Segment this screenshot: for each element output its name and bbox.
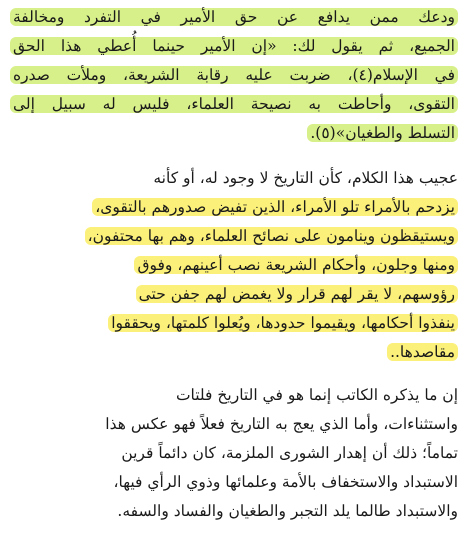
paragraph-1-line-1: ودعك ممن يدافع عن حق الأمير في التفرد ومخالفة [10,4,458,30]
paragraph-2-line-4: ومنها وجلون، وأحكام الشريعة نصب أعينهم، وفوق [134,252,458,278]
paragraph-2-line-3: ويستيقظون وينامون على نصائح العلماء، وهم بها محتفون، [85,223,458,249]
paragraph-2-line-1: عجيب هذا الكلام، كأن التاريخ لا وجود له، أو كأنه [153,169,458,187]
paragraph-3-line-3: تماماً؛ ذلك أن إهدار الشورى الملزمة، كان دائماً قرين [121,444,458,462]
paragraph-3-line-4: الاستبداد والاستخفاف بالأمة وعلمائها وذوي الرأي فيها، [113,473,458,491]
paragraph-3-line-1: إن ما يذكره الكاتب إنما هو في التاريخ فلتات [175,386,458,404]
paragraph-2-line-7: مقاصدها.. [387,339,458,365]
paragraph-3-line-5: والاستبداد طالما يلد التجبر والطغيان والفساد والسفه. [117,502,458,520]
paragraph-1-line-5: التسلط والطغيان»(٥). [307,120,458,146]
paragraph-3-line-2: واستثناءات، وأما الذي يعج به التاريخ فعلاً فهو عكس هذا [105,415,458,433]
paragraph-2-line-2: يزدحم بالأمراء تلو الأمراء، الذين تفيض صدورهم بالتقوى، [92,194,458,220]
paragraph-2-line-5: رؤوسهم، لا يقر لهم قرار ولا يغمض لهم جفن حتى [136,281,458,307]
paragraph-2-line-6: ينفذوا أحكامها، ويقيموا حدودها، ويُعلوا كلمتها، ويحققوا [108,310,458,336]
paragraph-1-line-4: التقوى، وأحاطت به نصيحة العلماء، فليس له سبيل إلى [10,91,458,117]
paragraph-1-line-2: الجميع، ثم يقول لك: «إن الأمير حينما أُعطي هذا الحق [10,33,458,59]
paragraph-1-line-3: في الإسلام(٤)، ضربت عليه رقابة الشريعة، وملأت صدره [10,62,458,88]
